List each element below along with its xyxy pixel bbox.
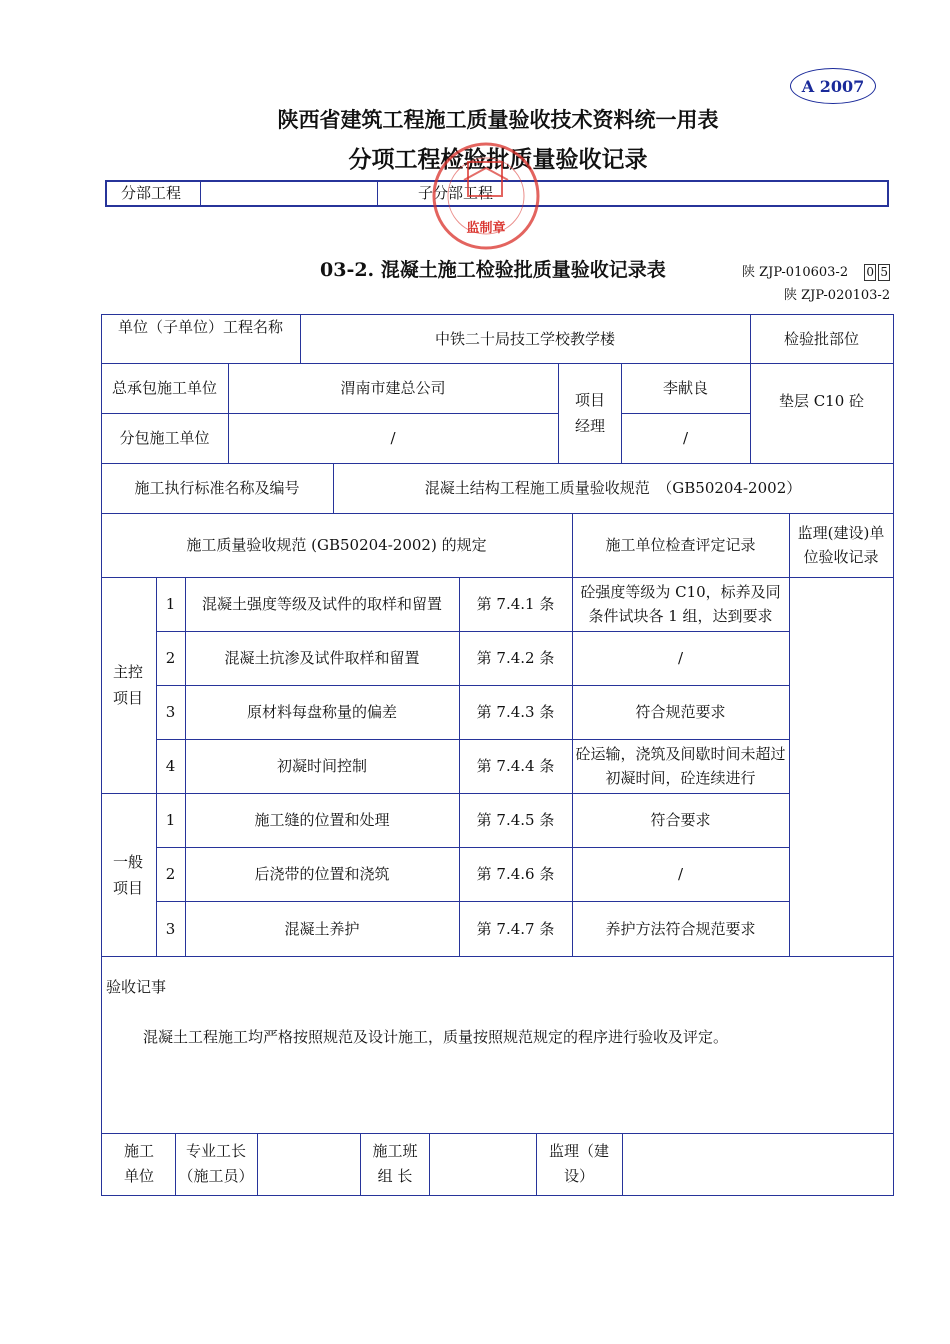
project-manager-value: 李献良 (662, 379, 708, 397)
acceptance-text: 混凝土工程施工均严格按照规范及设计施工，质量按照规范规定的程序进行验收及评定。 (143, 1028, 729, 1046)
item-number: 4 (165, 757, 176, 775)
item-clause: 第 7.4.7 条 (476, 919, 555, 938)
item-record: 符合规范要求 (635, 703, 726, 721)
item-clause: 第 7.4.6 条 (476, 865, 555, 883)
footer-team-leader: 施工班组 长 (372, 1142, 418, 1185)
general-contractor-label: 总承包施工单位 (111, 379, 217, 397)
item-name: 混凝土抗渗及试件取样和留置 (224, 649, 420, 667)
item-number: 1 (165, 811, 176, 829)
main-control-group-label: 主控项目 (112, 663, 143, 707)
form-title: 分项工程检验批质量验收记录 (348, 146, 648, 173)
item-clause: 第 7.4.3 条 (476, 703, 555, 721)
general-contractor-value: 渭南市建总公司 (340, 379, 446, 397)
seal-text: 监制章 (466, 221, 506, 236)
column-check-header: 施工单位检查评定记录 (605, 536, 756, 554)
sub-contractor-label: 分包施工单位 (119, 429, 210, 447)
item-clause: 第 7.4.4 条 (476, 757, 555, 775)
item-name: 施工缝的位置和处理 (254, 811, 390, 829)
item-name: 混凝土养护 (284, 919, 360, 938)
item-clause: 第 7.4.2 条 (476, 649, 555, 667)
unit-name-label: 单位（子单位）工程名称 (117, 318, 283, 336)
item-clause: 第 7.4.1 条 (476, 595, 555, 613)
column-spec-header: 施工质量验收规范 (GB50204-2002) 的规定 (186, 536, 487, 554)
footer-foreman: 专业工长（施工员） (178, 1142, 254, 1185)
form-code-1: 陕 ZJP-010603-2 0 5 (742, 261, 890, 281)
item-number: 2 (165, 865, 176, 883)
standard-label: 施工执行标准名称及编号 (134, 479, 300, 497)
province-form-title: 陕西省建筑工程施工质量验收技术资料统一用表 (277, 107, 719, 132)
form-code-2: 陕 ZJP-020103-2 (784, 288, 891, 303)
table-subtitle: 03-2. 混凝土施工检验批质量验收记录表 (320, 259, 666, 281)
item-clause: 第 7.4.5 条 (476, 811, 555, 829)
division-label: 分部工程 (121, 184, 182, 202)
item-name: 混凝土强度等级及试件的取样和留置 (201, 595, 442, 613)
item-name: 初凝时间控制 (276, 757, 367, 775)
batch-part-value: 垫层 C10 砼 (778, 391, 865, 410)
item-record: 养护方法符合规范要求 (605, 919, 756, 938)
footer-construction-unit: 施工单位 (123, 1142, 154, 1185)
item-number: 1 (165, 595, 176, 613)
project-manager-label: 项目经理 (574, 391, 605, 435)
subdivision-label: 子分部工程 (418, 184, 494, 202)
column-supervisor-header: 监理(建设)单位验收记录 (797, 524, 885, 566)
sub-contractor-value: / (390, 429, 396, 447)
item-name: 后浇带的位置和浇筑 (254, 865, 390, 883)
sub-project-manager-value: / (682, 429, 689, 447)
item-number: 2 (165, 649, 176, 667)
footer-supervision: 监理（建设） (548, 1142, 609, 1185)
batch-part-label: 检验批部位 (783, 329, 859, 348)
form-version-badge: A 2007 (790, 68, 876, 104)
item-number: 3 (165, 919, 176, 938)
item-number: 3 (165, 703, 176, 721)
acceptance-label: 验收记事 (106, 978, 167, 996)
standard-value: 混凝土结构工程施工质量验收规范 （GB50204-2002） (424, 479, 802, 497)
item-record: 符合要求 (650, 811, 711, 829)
general-group-label: 一般项目 (112, 852, 143, 897)
supervision-seal (430, 140, 542, 252)
code-digit: 0 (864, 264, 876, 281)
item-name: 原材料每盘称量的偏差 (246, 703, 397, 721)
item-record: / (677, 649, 684, 667)
item-record: 砼强度等级为 C10，标养及同条件试块各 1 组，达到要求 (580, 583, 781, 625)
item-record: 砼运输，浇筑及间歇时间未超过初凝时间，砼连续进行 (575, 745, 786, 787)
code-digit: 5 (878, 264, 890, 281)
unit-name-value: 中铁二十局技工学校教学楼 (434, 329, 615, 348)
item-record: / (677, 865, 684, 883)
